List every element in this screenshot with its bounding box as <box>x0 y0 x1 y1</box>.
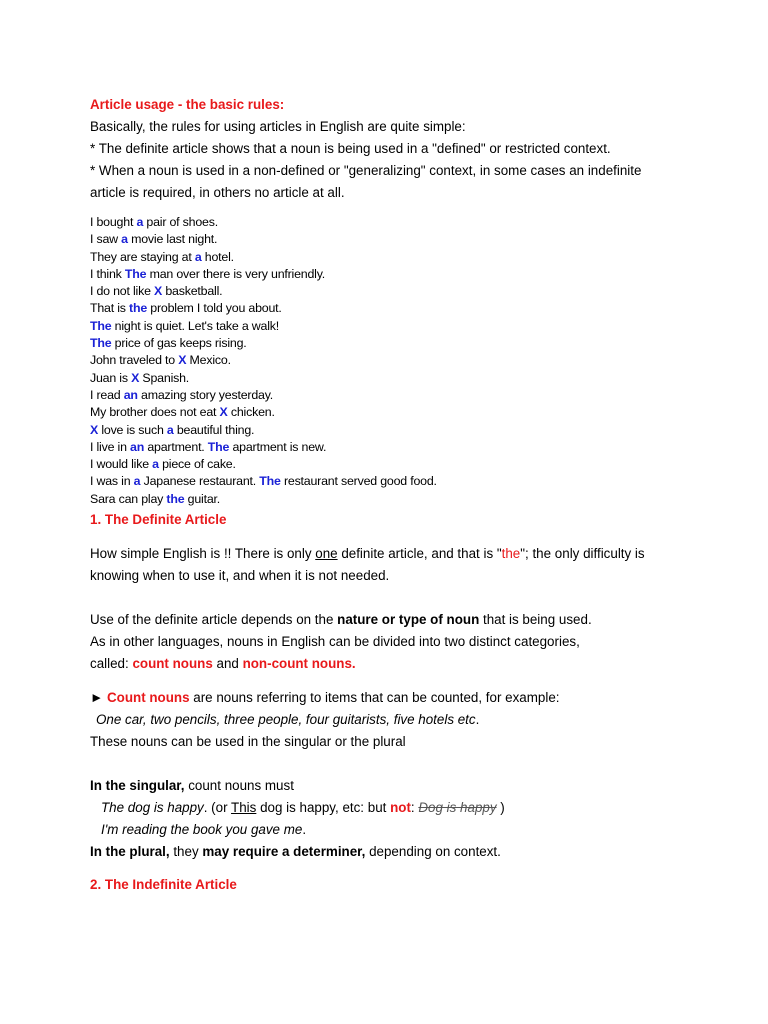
text-run: . <box>475 712 480 727</box>
example-line <box>90 249 728 266</box>
example-text: man over there is very unfriendly. <box>146 266 326 281</box>
text-run: . (or <box>203 800 232 815</box>
example-line <box>90 370 728 387</box>
section-title: Article usage - the basic rules: <box>90 97 285 112</box>
article-marker: a <box>133 474 141 489</box>
example-text: apartment. <box>144 439 208 454</box>
intro-section <box>90 94 728 204</box>
example-text: piece of cake. <box>158 457 236 472</box>
paragraph-line <box>90 841 728 863</box>
example-text: Juan is <box>90 370 132 385</box>
paragraph-line: These nouns can be used in the singular or the plural <box>90 734 406 749</box>
example-line <box>90 491 728 508</box>
definite-paragraph-2 <box>90 609 728 675</box>
text-run: called: <box>90 656 133 671</box>
example-line <box>90 300 728 317</box>
article-marker: a <box>152 457 159 472</box>
article-marker: The <box>259 474 281 489</box>
article-marker: the <box>129 301 148 316</box>
example-line <box>90 231 728 248</box>
bold-text: In the plural, <box>90 844 170 859</box>
example-text: problem I told you about. <box>147 301 282 316</box>
paragraph-line <box>90 709 728 731</box>
text-run: . <box>302 822 307 837</box>
paragraph-line <box>90 797 728 819</box>
example-text: Mexico. <box>186 353 231 368</box>
strikethrough-text: Dog is happy <box>418 800 497 815</box>
example-text: I bought <box>90 215 137 229</box>
paragraph-line <box>90 609 728 631</box>
paragraph-line <box>90 687 728 709</box>
example-line <box>90 422 728 439</box>
example-text: night is quiet. Let's take a walk! <box>111 318 279 333</box>
article-marker: a <box>136 215 144 229</box>
example-line <box>90 404 728 421</box>
count-nouns-term: count nouns <box>132 656 213 671</box>
article-marker: an <box>130 439 145 454</box>
article-marker: a <box>194 249 202 264</box>
article-marker: X <box>90 422 99 437</box>
article-marker: The <box>124 266 147 281</box>
example-line <box>90 283 728 300</box>
article-marker: an <box>123 387 138 402</box>
text-run: How simple English is !! There is only <box>90 546 316 561</box>
text-run: : <box>410 800 419 815</box>
example-text: guitar. <box>184 491 221 506</box>
example-text: love is such <box>98 422 167 437</box>
example-text: price of gas keeps rising. <box>111 336 247 351</box>
article-marker: X <box>178 353 187 368</box>
text-run: and <box>212 656 243 671</box>
paragraph-line: knowing when to use it, and when it is not needed. <box>90 568 390 583</box>
article-marker: X <box>219 405 228 420</box>
example-text: Japanese restaurant. <box>140 474 260 489</box>
count-nouns-paragraph <box>90 687 728 753</box>
example-sentences <box>90 214 728 508</box>
example-line <box>90 214 728 231</box>
article-marker: the <box>166 491 185 506</box>
highlight-the: the <box>501 546 521 561</box>
italic-example: The dog is happy <box>101 800 204 815</box>
text-run: definite article, and that is " <box>337 546 502 561</box>
paragraph-line <box>90 543 728 565</box>
singular-plural-paragraph <box>90 775 728 863</box>
example-text: John traveled to <box>90 353 179 368</box>
example-text: I think <box>90 266 125 281</box>
definite-paragraph-1 <box>90 543 728 587</box>
example-text: amazing story yesterday. <box>137 387 274 402</box>
not-label: not <box>390 800 411 815</box>
non-count-nouns-term: non-count nouns. <box>242 656 356 671</box>
article-marker: The <box>90 336 112 351</box>
example-text: basketball. <box>162 284 223 299</box>
example-line <box>90 456 728 473</box>
example-text: restaurant served good food. <box>280 474 437 489</box>
bold-text: nature or type of noun <box>337 612 480 627</box>
example-text: Sara can play <box>90 491 167 506</box>
example-line <box>90 318 728 335</box>
text-run: depending on context. <box>365 844 501 859</box>
bold-text: may require a determiner, <box>202 844 366 859</box>
example-text: Spanish. <box>139 370 190 385</box>
example-text: I would like <box>90 457 153 472</box>
example-text: apartment is new. <box>229 439 327 454</box>
text-run: are nouns referring to items that can be counted, for example: <box>189 690 560 705</box>
intro-line: Basically, the rules for using articles in English are quite simple: <box>90 119 466 134</box>
bold-text: In the singular, <box>90 778 185 793</box>
paragraph-line: As in other languages, nouns in English can be divided into two distinct categories, <box>90 634 580 649</box>
example-text: I was in <box>90 474 134 489</box>
text-run: Use of the definite article depends on the <box>90 612 338 627</box>
example-text: I do not like <box>90 284 155 299</box>
example-line <box>90 266 728 283</box>
article-marker: a <box>166 422 174 437</box>
example-text: That is <box>90 301 130 316</box>
count-nouns-term: Count nouns <box>106 690 190 705</box>
italic-example: I'm reading the book you gave me <box>101 822 303 837</box>
example-text: I saw <box>90 232 122 247</box>
example-text: They are staying at <box>90 249 195 264</box>
intro-line: * The definite article shows that a noun is being used in a "defined" or restricted context. <box>90 141 611 156</box>
article-marker: X <box>154 284 163 299</box>
intro-line: * When a noun is used in a non-defined or "generalizing" context, in some cases an indefinite <box>90 163 642 178</box>
text-run: count nouns must <box>184 778 294 793</box>
example-line <box>90 473 728 490</box>
example-text: chicken. <box>227 405 275 420</box>
example-line <box>90 387 728 404</box>
arrow-bullet-icon: ► <box>90 690 107 705</box>
paragraph-line <box>90 819 728 841</box>
article-marker: The <box>207 439 230 454</box>
paragraph-line <box>90 775 728 797</box>
text-run: that is being used. <box>479 612 592 627</box>
article-marker: The <box>90 318 112 333</box>
definite-article-heading: 1. The Definite Article <box>90 512 227 527</box>
example-text: My brother does not eat <box>90 405 220 420</box>
paragraph-line <box>90 653 728 675</box>
example-text: I read <box>90 387 124 402</box>
italic-examples: One car, two pencils, three people, four guitarists, five hotels etc <box>96 712 476 727</box>
example-text: pair of shoes. <box>143 215 218 229</box>
example-line <box>90 335 728 352</box>
example-line <box>90 352 728 369</box>
text-run: ) <box>496 800 505 815</box>
underlined-text: This <box>231 800 257 815</box>
underlined-text: one <box>315 546 338 561</box>
article-marker: X <box>131 370 140 385</box>
example-text: hotel. <box>201 249 234 264</box>
example-text: movie last night. <box>127 232 218 247</box>
text-run: dog is happy, etc: but <box>256 800 391 815</box>
text-run: "; the only difficulty is <box>520 546 645 561</box>
example-text: I live in <box>90 439 131 454</box>
example-line <box>90 439 728 456</box>
article-marker: a <box>121 232 128 247</box>
intro-line: article is required, in others no article at all. <box>90 185 345 200</box>
text-run: they <box>169 844 203 859</box>
indefinite-article-heading: 2. The Indefinite Article <box>90 877 237 892</box>
example-text: beautiful thing. <box>173 422 255 437</box>
